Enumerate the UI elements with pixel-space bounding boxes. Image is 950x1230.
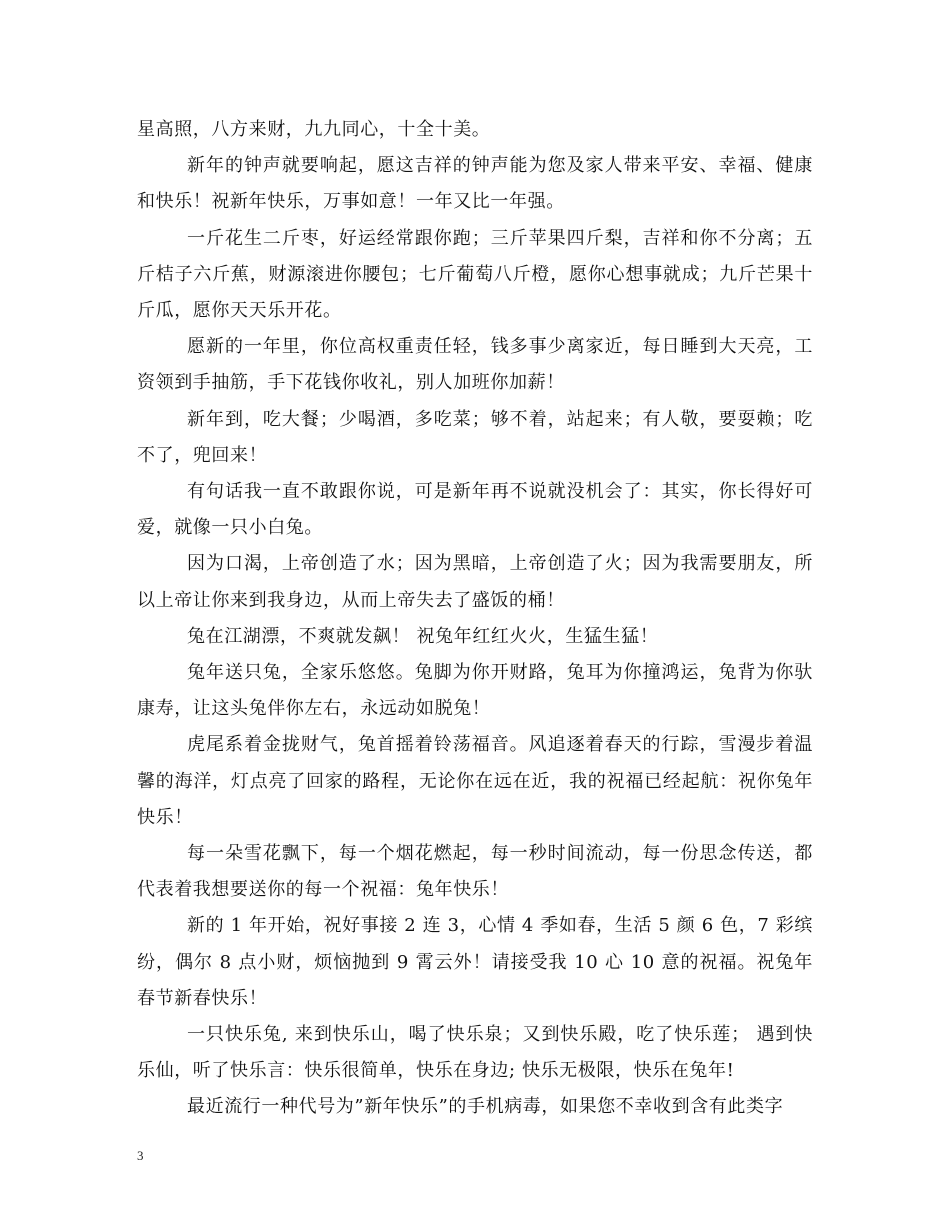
paragraph-14: 最近流行一种代号为”新年快乐”的手机病毒，如果您不幸收到含有此类字	[187, 1096, 784, 1118]
page-number: 3	[137, 1148, 144, 1163]
paragraph-4: 愿新的一年里，你位高权重责任轻，钱多事少离家近，每日睡到大天亮，工资领到手抽筋，手下花钱你收礼，别人加班你加薪！	[137, 336, 813, 394]
paragraph-10: 虎尾系着金拢财气，兔首摇着铃荡福音。风追逐着春天的行踪，雪漫步着温馨的海洋，灯点亮了回家的路程，无论你在远在近，我的祝福已经起航：祝你兔年快乐！	[137, 734, 813, 828]
paragraph-5: 新年到，吃大餐；少喝酒，多吃菜；够不着，站起来；有人敬，要耍赖；吃不了，兜回来！	[137, 408, 813, 466]
paragraph-8: 兔在江湖漂，不爽就发飙！ 祝兔年红红火火，生猛生猛！	[187, 625, 659, 647]
paragraph-3: 一斤花生二斤枣，好运经常跟你跑；三斤苹果四斤梨，吉祥和你不分离；五斤桔子六斤蕉，财源滚进你腰包；七斤葡萄八斤橙，愿你心想事就成；九斤芒果十斤瓜，愿你天天乐开花。	[137, 227, 813, 322]
paragraph-2: 新年的钟声就要响起，愿这吉祥的钟声能为您及家人带来平安、幸福、健康和快乐！祝新年快乐，万事如意！一年又比一年强。	[137, 155, 813, 213]
paragraph-11: 每一朵雪花飘下，每一个烟花燃起，每一秒时间流动，每一份思念传送，都代表着我想要送你的每一个祝福：兔年快乐！	[137, 843, 813, 901]
paragraph-1: 星高照，八方来财，九九同心，十全十美。	[137, 119, 491, 140]
document-body	[137, 112, 813, 1126]
paragraph-12: 新的 1 年开始，祝好事接 2 连 3，心情 4 季如春，生活 5 颜 6 色，7 彩缤纷，偶尔 8 点小财，烦恼抛到 9 霄云外！请接受我 10 心 10 意的祝福。祝兔年春节新春快乐！	[137, 915, 813, 1009]
paragraph-9: 兔年送只兔，全家乐悠悠。兔脚为你开财路，兔耳为你撞鸿运，兔背为你驮康寿，让这头兔伴你左右，永远动如脱兔！	[137, 662, 813, 720]
paragraph-7: 因为口渴，上帝创造了水；因为黑暗，上帝创造了火；因为我需要朋友，所以上帝让你来到我身边，从而上帝失去了盛饭的桶！	[137, 553, 813, 611]
paragraph-6: 有句话我一直不敢跟你说，可是新年再不说就没机会了：其实，你长得好可爱，就像一只小白兔。	[137, 481, 813, 539]
paragraph-13: 一只快乐兔, 来到快乐山，喝了快乐泉；又到快乐殿，吃了快乐莲； 遇到快乐仙，听了快乐言：快乐很简单，快乐在身边; 快乐无极限，快乐在兔年!	[137, 1024, 813, 1082]
